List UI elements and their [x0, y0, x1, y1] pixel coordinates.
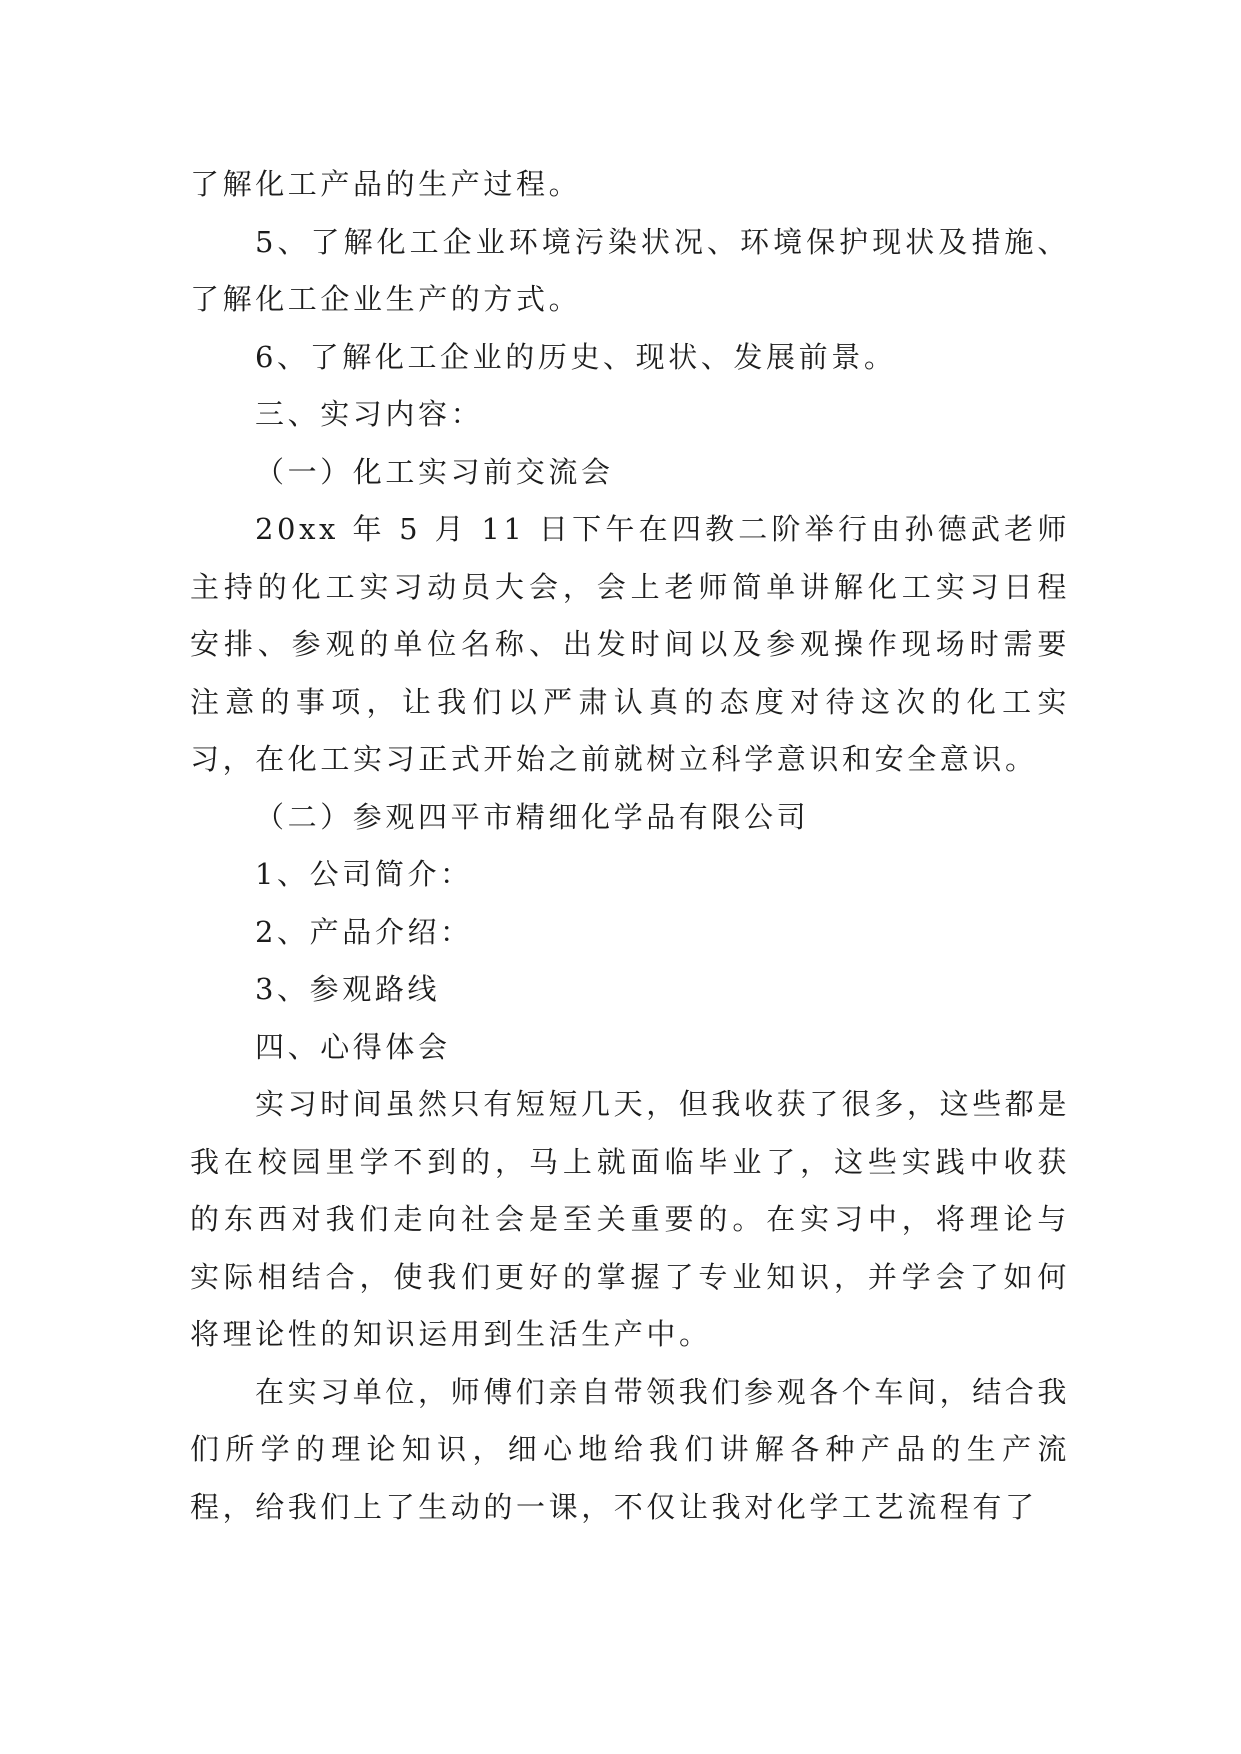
paragraph-reflection-2: 在实习单位，师傅们亲自带领我们参观各个车间，结合我们所学的理论知识，细心地给我们讲解各种产品的生产流程，给我们上了生动的一课，不仅让我对化学工艺流程有了 — [190, 1374, 1071, 1524]
item-visit-route: 3、参观路线 — [255, 972, 441, 1006]
item-product-intro: 2、产品介绍： — [255, 914, 473, 949]
subheading-meeting: （一）化工实习前交流会 — [255, 454, 614, 489]
item-company-intro: 1、公司简介： — [255, 857, 473, 891]
paragraph-reflection-1: 实习时间虽然只有短短几天，但我收获了很多，这些都是我在校园里学不到的，马上就面临毕业了，这些实践中收获的东西对我们走向社会是至关重要的。在实习中，将理论与实际相结合，使我们更好的掌握了专业知识，并学会了如何将理论性的知识运用到生活生产中。 — [190, 1087, 1071, 1351]
document-body — [190, 156, 1070, 1536]
paragraph-objective-6: 6、了解化工企业的历史、现状、发展前景。 — [255, 339, 897, 374]
paragraph-objective-5: 5、了解化工企业环境污染状况、环境保护现状及措施、了解化工企业生产的方式。 — [190, 224, 1070, 316]
paragraph-continuation: 了解化工产品的生产过程。 — [190, 167, 582, 201]
section-heading-content: 三、实习内容： — [255, 397, 484, 431]
section-heading-reflection: 四、心得体会 — [255, 1029, 451, 1064]
subheading-company-visit: （二）参观四平市精细化学品有限公司 — [255, 799, 810, 834]
paragraph-meeting: 20xx 年 5 月 11 日下午在四教二阶举行由孙德武老师主持的化工实习动员大会，会上老师简单讲解化工实习日程安排、参观的单位名称、出发时间以及参观操作现场时需要注意的事项，让我们以严肃认真的态度对待这次的化工实习，在化工实习正式开始之前就树立科学意识和安全意识。 — [190, 512, 1070, 776]
